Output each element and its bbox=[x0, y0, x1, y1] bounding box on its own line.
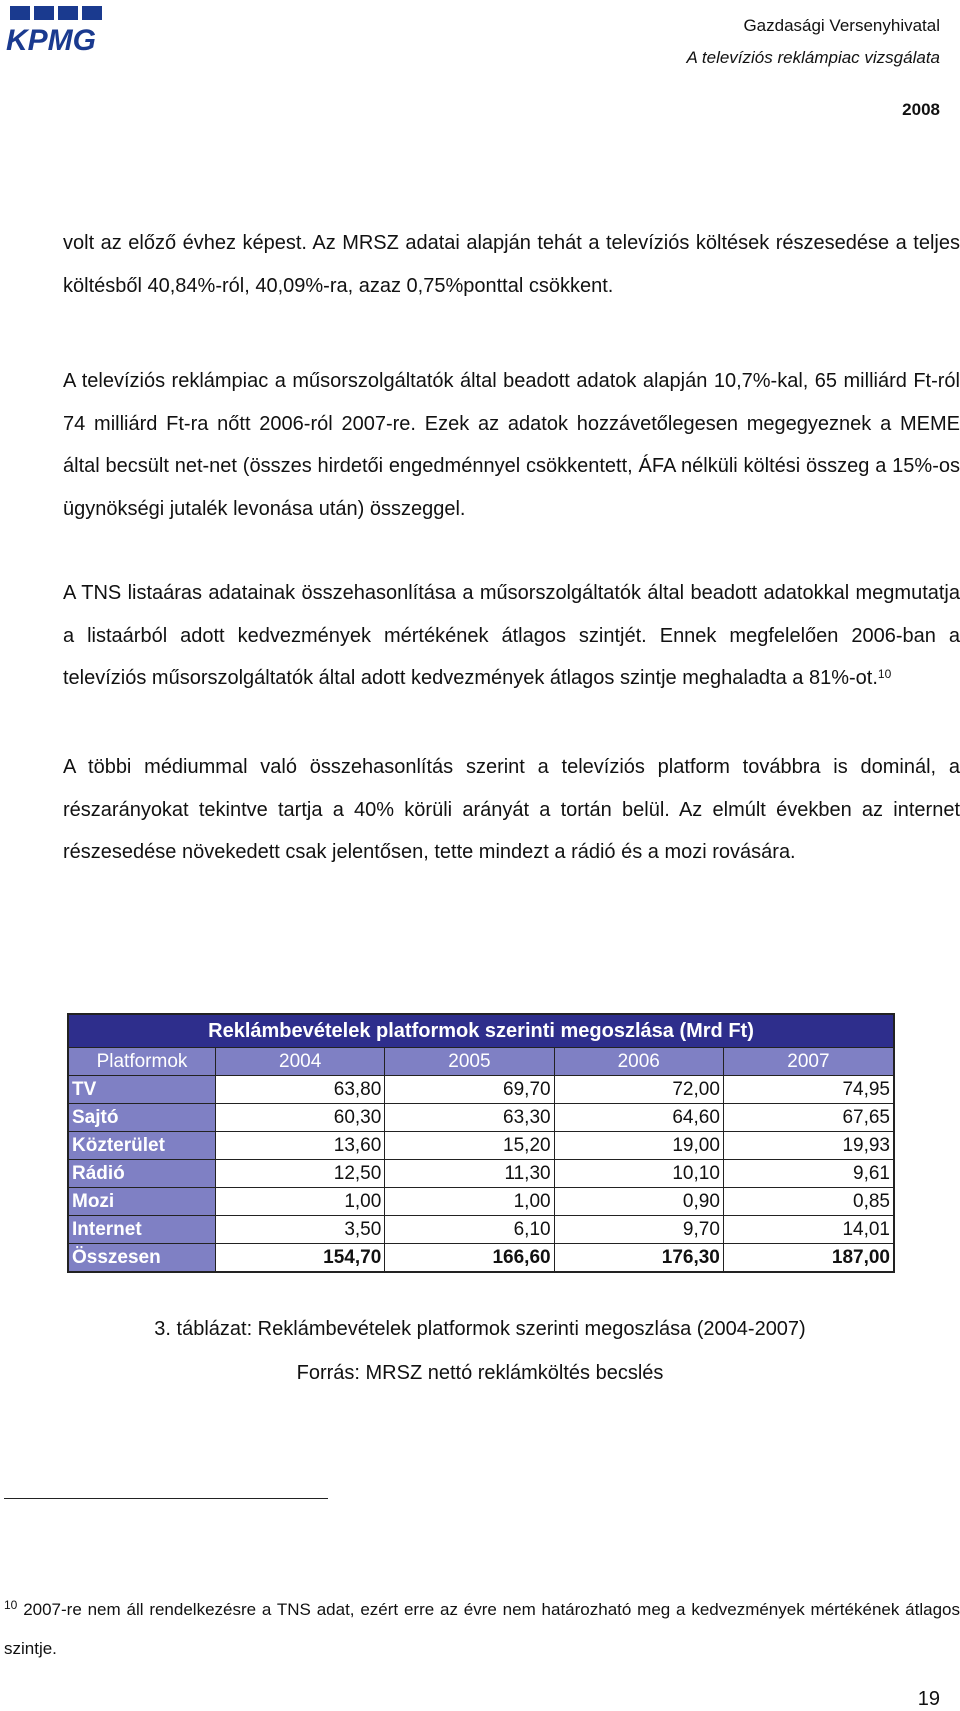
table-cell: 3,50 bbox=[216, 1216, 385, 1244]
table-cell: 13,60 bbox=[216, 1132, 385, 1160]
table-cell: 64,60 bbox=[554, 1104, 723, 1132]
paragraph-number bbox=[14, 746, 63, 789]
row-label: Sajtó bbox=[68, 1104, 216, 1132]
column-header: Platformok bbox=[68, 1048, 216, 1076]
table-cell: 9,70 bbox=[554, 1216, 723, 1244]
table-cell: 67,65 bbox=[723, 1104, 894, 1132]
column-header: 2006 bbox=[554, 1048, 723, 1076]
paragraph-19 bbox=[14, 360, 960, 530]
table-title-row bbox=[68, 1014, 894, 1048]
paragraph-21-text: A többi médiummal való összehasonlítás szerint a televíziós platform továbbra is dominál, a részarányokat tekintve tartja a 40% körüli arányát a tortán belül. Az elmúlt években az internet részesedése növekedett csak jelentősen, tette mindezt a rádió és a mozi rovására. bbox=[63, 756, 960, 863]
advertising-revenue-table bbox=[67, 1013, 895, 1273]
header-subtitle: A televíziós reklámpiac vizsgálata bbox=[686, 48, 940, 67]
table-cell: 6,10 bbox=[385, 1216, 554, 1244]
table-row bbox=[68, 1160, 894, 1188]
paragraph-20 bbox=[14, 572, 960, 700]
header-year: 2008 bbox=[902, 100, 940, 119]
row-label: TV bbox=[68, 1076, 216, 1104]
table-cell: 9,61 bbox=[723, 1160, 894, 1188]
table-cell: 166,60 bbox=[385, 1244, 554, 1273]
table-row bbox=[68, 1076, 894, 1104]
table-cell: 19,93 bbox=[723, 1132, 894, 1160]
table-row-total bbox=[68, 1244, 894, 1273]
table-cell: 176,30 bbox=[554, 1244, 723, 1273]
row-label: Internet bbox=[68, 1216, 216, 1244]
table-cell: 14,01 bbox=[723, 1216, 894, 1244]
table-cell: 187,00 bbox=[723, 1244, 894, 1273]
table-cell: 69,70 bbox=[385, 1076, 554, 1104]
table-cell: 10,10 bbox=[554, 1160, 723, 1188]
row-label: Közterület bbox=[68, 1132, 216, 1160]
table-cell: 60,30 bbox=[216, 1104, 385, 1132]
kpmg-logo bbox=[4, 4, 122, 54]
table-row bbox=[68, 1188, 894, 1216]
footnote-divider bbox=[4, 1498, 328, 1499]
table-title: Reklámbevételek platformok szerinti megoszlása (Mrd Ft) bbox=[68, 1014, 894, 1048]
footnote-reference[interactable]: 10 bbox=[877, 667, 892, 681]
row-label: Mozi bbox=[68, 1188, 216, 1216]
table-caption: 3. táblázat: Reklámbevételek platformok szerinti megoszlása (2004-2007) bbox=[154, 1318, 806, 1340]
column-header: 2004 bbox=[216, 1048, 385, 1076]
paragraph-number bbox=[14, 360, 63, 403]
row-label: Összesen bbox=[68, 1244, 216, 1273]
paragraph-intro-text: volt az előző évhez képest. Az MRSZ adatai alapján tehát a televíziós költések részesedése a teljes költésből 40,84%-ról, 40,09%-ra, azaz 0,75%ponttal csökkent. bbox=[63, 232, 960, 297]
header-organization: Gazdasági Versenyhivatal bbox=[743, 16, 940, 35]
table-cell: 19,00 bbox=[554, 1132, 723, 1160]
footnote bbox=[4, 1590, 960, 1668]
table-cell: 15,20 bbox=[385, 1132, 554, 1160]
row-label: Rádió bbox=[68, 1160, 216, 1188]
table-row bbox=[68, 1104, 894, 1132]
table-cell: 74,95 bbox=[723, 1076, 894, 1104]
footnote-number: 10 bbox=[4, 1598, 18, 1612]
table-cell: 154,70 bbox=[216, 1244, 385, 1273]
column-header: 2007 bbox=[723, 1048, 894, 1076]
table-cell: 0,85 bbox=[723, 1188, 894, 1216]
table-cell: 12,50 bbox=[216, 1160, 385, 1188]
paragraph-20-text: A TNS listaáras adatainak összehasonlítása a műsorszolgáltatók által beadott adatokkal megmutatja a listaárból adott kedvezmények mértékének átlagos szintjét. Ennek megfelelően 2006-ban a televíziós műsorszolgáltatók által adott kedvezmények átlagos szintje meghaladta a 81%-ot. bbox=[63, 582, 960, 689]
table-row bbox=[68, 1132, 894, 1160]
paragraph-21 bbox=[14, 746, 960, 874]
table-cell: 72,00 bbox=[554, 1076, 723, 1104]
table-cell: 1,00 bbox=[385, 1188, 554, 1216]
table-cell: 63,30 bbox=[385, 1104, 554, 1132]
table-header-row bbox=[68, 1048, 894, 1076]
table-row bbox=[68, 1216, 894, 1244]
table-cell: 63,80 bbox=[216, 1076, 385, 1104]
footnote-text: 2007-re nem áll rendelkezésre a TNS adat, ezért erre az évre nem határozható meg a kedvezmények mértékének átlagos szintje. bbox=[4, 1600, 960, 1658]
table-source: Forrás: MRSZ nettó reklámköltés becslés bbox=[296, 1362, 664, 1384]
table-cell: 1,00 bbox=[216, 1188, 385, 1216]
column-header: 2005 bbox=[385, 1048, 554, 1076]
table-cell: 11,30 bbox=[385, 1160, 554, 1188]
svg-text:KPMG: KPMG bbox=[6, 24, 96, 54]
page-number: 19 bbox=[917, 1688, 940, 1710]
table-cell: 0,90 bbox=[554, 1188, 723, 1216]
paragraph-intro bbox=[63, 222, 960, 307]
paragraph-number bbox=[14, 572, 63, 615]
paragraph-19-text: A televíziós reklámpiac a műsorszolgáltatók által beadott adatok alapján 10,7%-kal, 65 milliárd Ft-ról 74 milliárd Ft-ra nőtt 2006-ról 2007-re. Ezek az adatok hozzávetőlegesen megegyeznek a MEME által becsült net-net (összes hirdetői engedménnyel csökkentett, ÁFA nélküli költési összeg a 15%-os ügynökségi jutalék levonása után) összeggel. bbox=[63, 370, 960, 520]
